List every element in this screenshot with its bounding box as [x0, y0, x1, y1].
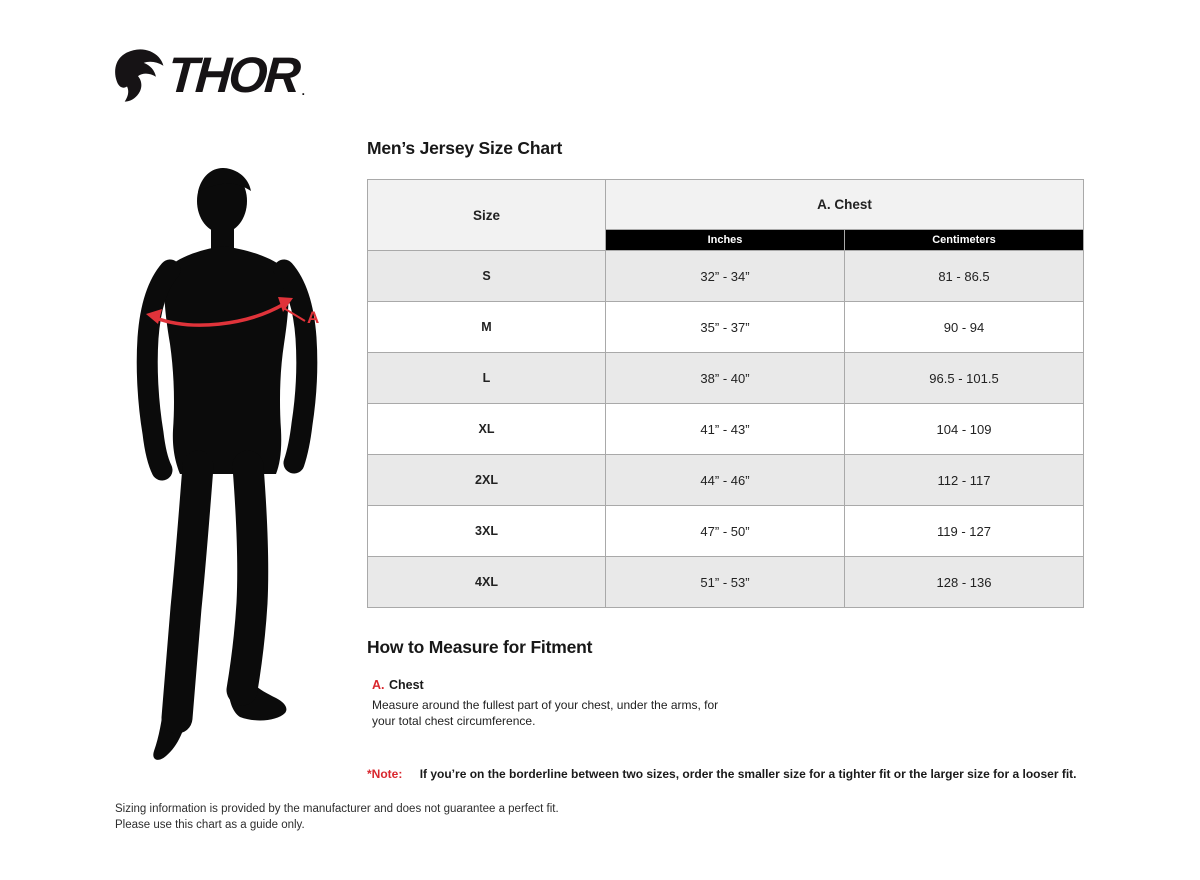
thor-wordmark: THOR: [166, 47, 300, 103]
table-row: [368, 302, 1084, 353]
cm-cell: 119 - 127: [845, 506, 1084, 557]
table-row: [368, 557, 1084, 608]
inches-cell: 38” - 40”: [606, 353, 845, 404]
column-header-inches: Inches: [606, 230, 845, 251]
how-to-measure-section: [367, 637, 1084, 729]
thor-logo: [112, 46, 305, 104]
column-header-centimeters: Centimeters: [845, 230, 1084, 251]
size-chart-title: Men’s Jersey Size Chart: [367, 138, 563, 158]
size-cell: 3XL: [368, 506, 606, 557]
disclaimer-line-2: Please use this chart as a guide only.: [115, 819, 305, 831]
sizing-note: [367, 767, 1077, 781]
size-cell: 2XL: [368, 455, 606, 506]
table-row: [368, 455, 1084, 506]
cm-cell: 96.5 - 101.5: [845, 353, 1084, 404]
size-cell: S: [368, 251, 606, 302]
cm-cell: 90 - 94: [845, 302, 1084, 353]
table-row: [368, 353, 1084, 404]
table-row: [368, 404, 1084, 455]
inches-cell: 32” - 34”: [606, 251, 845, 302]
how-to-measure-title: How to Measure for Fitment: [367, 637, 593, 657]
measure-item-key: A.: [372, 678, 385, 692]
size-chart-section: [367, 138, 1084, 608]
inches-cell: 47” - 50”: [606, 506, 845, 557]
size-cell: M: [368, 302, 606, 353]
male-silhouette-icon: [136, 168, 336, 768]
thor-wordmark-dot: .: [301, 84, 305, 98]
measure-item-description: Measure around the fullest part of your chest, under the arms, for your total chest circumference.: [372, 698, 719, 728]
size-cell: XL: [368, 404, 606, 455]
body-silhouette-figure: [136, 168, 336, 768]
disclaimer-footer: [115, 801, 559, 833]
inches-cell: 41” - 43”: [606, 404, 845, 455]
measure-item-name: Chest: [388, 678, 424, 692]
table-row: [368, 506, 1084, 557]
cm-cell: 81 - 86.5: [845, 251, 1084, 302]
column-header-size: Size: [368, 180, 606, 251]
size-cell: 4XL: [368, 557, 606, 608]
size-chart-table: [367, 179, 1084, 608]
size-cell: L: [368, 353, 606, 404]
note-text: If you’re on the borderline between two sizes, order the smaller size for a tighter fit or the larger size for a looser fit.: [419, 767, 1077, 781]
thor-ram-head-icon: [112, 46, 164, 104]
note-label: *Note:: [367, 767, 403, 781]
table-row: [368, 251, 1084, 302]
cm-cell: 128 - 136: [845, 557, 1084, 608]
disclaimer-line-1: Sizing information is provided by the manufacturer and does not guarantee a perfect fit.: [115, 803, 559, 815]
cm-cell: 104 - 109: [845, 404, 1084, 455]
cm-cell: 112 - 117: [845, 455, 1084, 506]
chest-measurement-label: A: [307, 308, 320, 327]
column-header-chest: A. Chest: [606, 180, 1084, 230]
inches-cell: 44” - 46”: [606, 455, 845, 506]
inches-cell: 35” - 37”: [606, 302, 845, 353]
measure-item-chest: [372, 676, 1084, 729]
inches-cell: 51” - 53”: [606, 557, 845, 608]
